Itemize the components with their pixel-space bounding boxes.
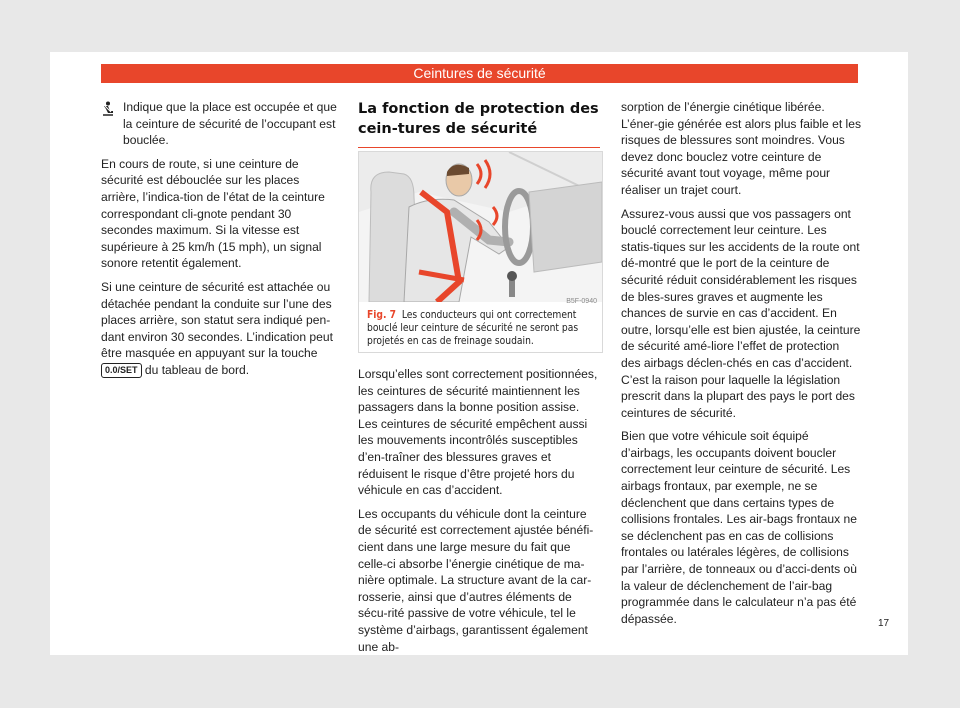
key-0-0-set-icon: 0.0/SET [101, 363, 142, 378]
column-2-heading [358, 99, 600, 148]
paragraph: Bien que votre véhicule soit équipé d’airbags, les occupants doivent boucler correctement leur ceinture de sécurité. Les airbags frontaux, par exemple, ne se déclenchent que dans certains types de collisions frontales. Les air-bags frontaux ne se déclenchent pas en cas de collisions frontales ou latérales légères, de collisions par l’arrière, de tonneaux ou d’acci-dents où la valeur de déclenchement de l’air-bag programmée dans le calculateur n’a pas été dépassée. [621, 429, 857, 626]
section-title: La fonction de protection des cein-tures de sécurité [358, 99, 600, 148]
icon-note-text: Indique que la place est occupée et que la ceinture de sécurité de l’occupant est bouclée. [123, 100, 337, 148]
paragraph [101, 279, 339, 379]
figure-caption [367, 309, 595, 348]
figure [358, 151, 603, 353]
figure-code: B5F-0940 [566, 298, 597, 305]
page-number: 17 [878, 618, 890, 629]
figure-number: Fig. 7 [367, 310, 397, 321]
driver-seatbelt-illustration [359, 152, 602, 302]
icon-note [101, 99, 339, 156]
paragraph: En cours de route, si une ceinture de sécurité est débouclée sur les places arrière, l’indica-tion de l’état de la ceinture correspondant cli-gnote pendant 30 secondes maximum. Si la vitesse est supérieure à 25 km/h (15 mph), un signal sonore retentit également. [101, 156, 325, 271]
column-3 [621, 99, 861, 634]
paragraph-text: Si une ceinture de sécurité est attachée ou détachée pendant la conduite sur l’une des places arrière, son statut sera indiqué pen-dant environ 30 secondes. L’indication peut être masquée en appuyant sur la touche [101, 279, 333, 361]
paragraph: Lorsqu’elles sont correctement positionnées, les ceintures de sécurité maintiennent les passagers dans la bonne position assise. Les ceintures de sécurité empêchent aussi les mouvements incontrôlés susceptibles d’en-traîner des blessures graves et réduisent le risque d’être projeté hors du véhicule en cas d’accident. [358, 367, 598, 498]
paragraph-text: du tableau de bord. [141, 362, 250, 377]
paragraph: sorption de l’énergie cinétique libérée. L’éner-gie générée est alors plus faible et les risques de blessures sont moindres. Vous devez donc bouclez votre ceinture de sécurité avant tout voyage, même pour réaliser un trajet court. [621, 100, 862, 197]
paragraph: Les occupants du véhicule dont la ceinture de sécurité est correctement ajustée bénéfi-cient dans une large mesure du fait que celle-ci absorbe l’énergie cinétique de ma-nière optimale. La structure avant de la car-rosserie, ainsi que d’autres éléments de sécu-rité passive de votre véhicule, tel le système d’airbags, garantissent également une ab- [358, 506, 594, 654]
column-1 [101, 99, 339, 386]
column-2 [358, 366, 600, 662]
paragraph: Assurez-vous aussi que vos passagers ont bouclé correctement leur ceinture. Les statis-tiques sur les accidents de la route ont dé-montré que le port de la ceinture de sécurité réduit considérablement les risques de bles-sures graves et augmente les chances de survie en cas d’accident. En outre, lorsqu’elle est bien ajustée, la ceinture de sécurité amé-liore l’effet de protection des airbags déclen-chés en cas d’accident. C’est la raison pour laquelle la législation prescrit dans la plupart des pays le port des ceintures de sécurité. [621, 206, 861, 420]
chapter-header: Ceintures de sécurité [101, 64, 858, 83]
seatbelt-warning-icon [101, 99, 123, 156]
figure-caption-text: Les conducteurs qui ont correctement bouclé leur ceinture de sécurité ne seront pas projetés en cas de freinage soudain. [367, 310, 579, 347]
